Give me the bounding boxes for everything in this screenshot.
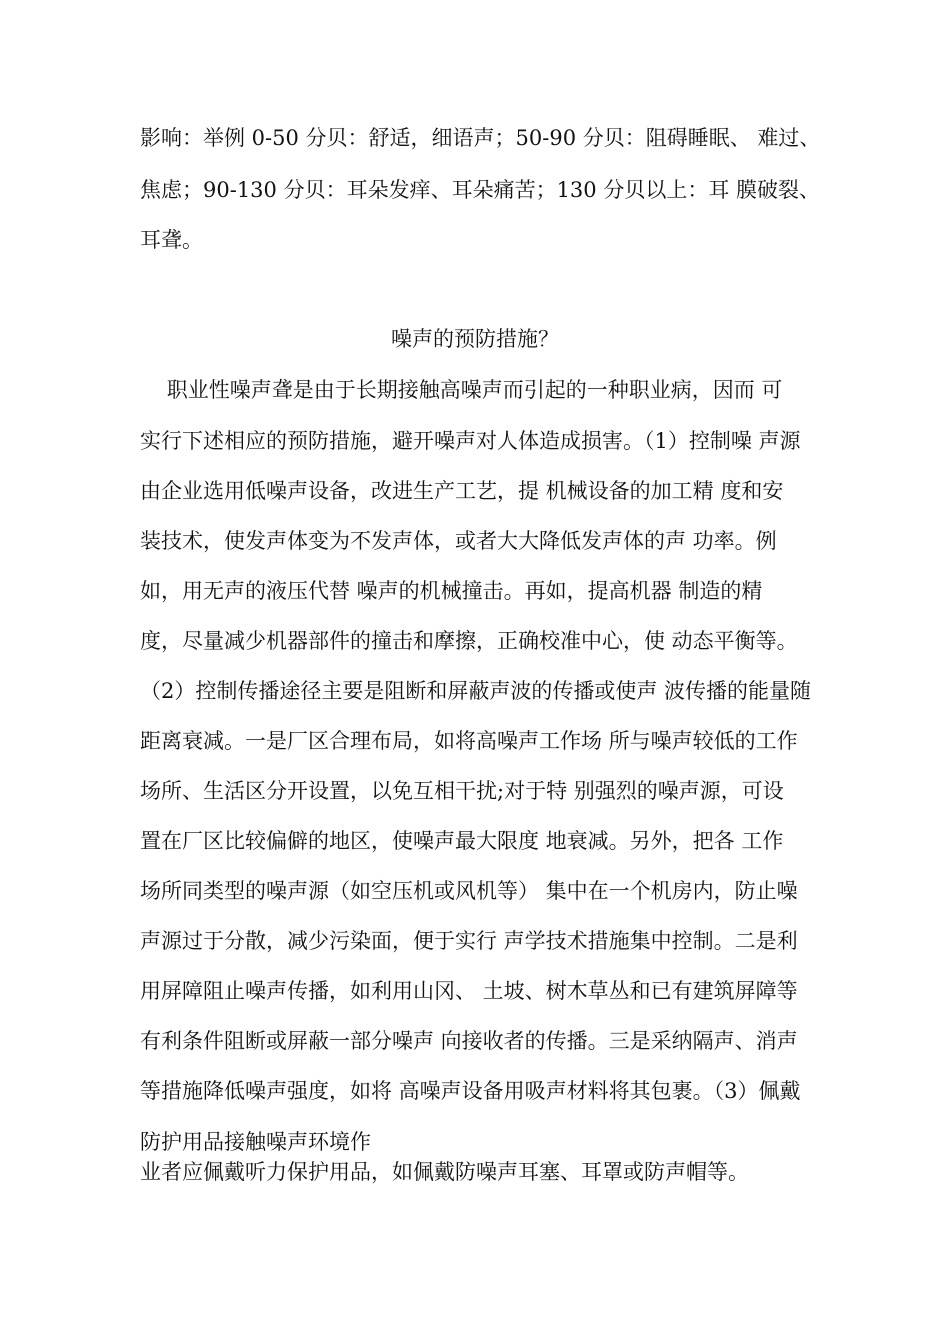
body-line-8: 距离衰减。一是厂区合理布局，如将高噪声工作场 所与噪声较低的工作 bbox=[140, 729, 798, 753]
body-line-2: 实行下述相应的预防措施，避开噪声对人体造成损害。（1）控制噪 声源 bbox=[140, 429, 801, 453]
intro-line-2: 焦虑；90-130 分贝：耳朵发痒、耳朵痛苦；130 分贝以上：耳 膜破裂、 bbox=[140, 178, 821, 202]
body-line-3: 由企业选用低噪声设备，改进生产工艺，提 机械设备的加工精 度和安 bbox=[140, 479, 784, 503]
body-line-10: 置在厂区比较偏僻的地区，使噪声最大限度 地衰减。另外，把各 工作 bbox=[140, 829, 784, 853]
body-line-11: 场所同类型的噪声源（如空压机或风机等） 集中在一个机房内，防止噪 bbox=[140, 879, 798, 903]
intro-line-3: 耳聋。 bbox=[140, 228, 203, 252]
body-line-1: 职业性噪声聋是由于长期接触高噪声而引起的一种职业病，因而 可 bbox=[140, 378, 783, 402]
body-line-14: 有利条件阻断或屏蔽一部分噪声 向接收者的传播。三是采纳隔声、消声 bbox=[140, 1029, 798, 1053]
body-line-7: （2）控制传播途径主要是阻断和屏蔽声波的传播或使声 波传播的能量随 bbox=[140, 679, 812, 703]
body-line-16: 防护用品接触噪声环境作 bbox=[140, 1130, 371, 1154]
intro-line-1: 影响：举例 0-50 分贝：舒适，细语声；50-90 分贝：阻碍睡眠、 难过、 bbox=[140, 126, 821, 150]
body-line-17: 业者应佩戴听力保护用品，如佩戴防噪声耳塞、耳罩或防声帽等。 bbox=[140, 1160, 749, 1184]
body-line-4: 装技术，使发声体变为不发声体，或者大大降低发声体的声 功率。例 bbox=[140, 529, 777, 553]
body-line-15: 等措施降低噪声强度，如将 高噪声设备用吸声材料将其包裹。（3）佩戴 bbox=[140, 1079, 801, 1103]
section-heading: 噪声的预防措施？ bbox=[391, 327, 559, 351]
body-line-9: 场所、生活区分开设置，以免互相干扰;对于特 别强烈的噪声源，可设 bbox=[140, 779, 784, 803]
body-line-13: 用屏障阻止噪声传播，如利用山冈、 土坡、树木草丛和已有建筑屏障等 bbox=[140, 979, 798, 1003]
body-line-6: 度，尽量减少机器部件的撞击和摩擦，正确校准中心，使 动态平衡等。 bbox=[140, 629, 798, 653]
body-line-5: 如，用无声的液压代替 噪声的机械撞击。再如，提高机器 制造的精 bbox=[140, 579, 763, 603]
body-line-12: 声源过于分散，减少污染面，便于实行 声学技术措施集中控制。二是利 bbox=[140, 929, 798, 953]
